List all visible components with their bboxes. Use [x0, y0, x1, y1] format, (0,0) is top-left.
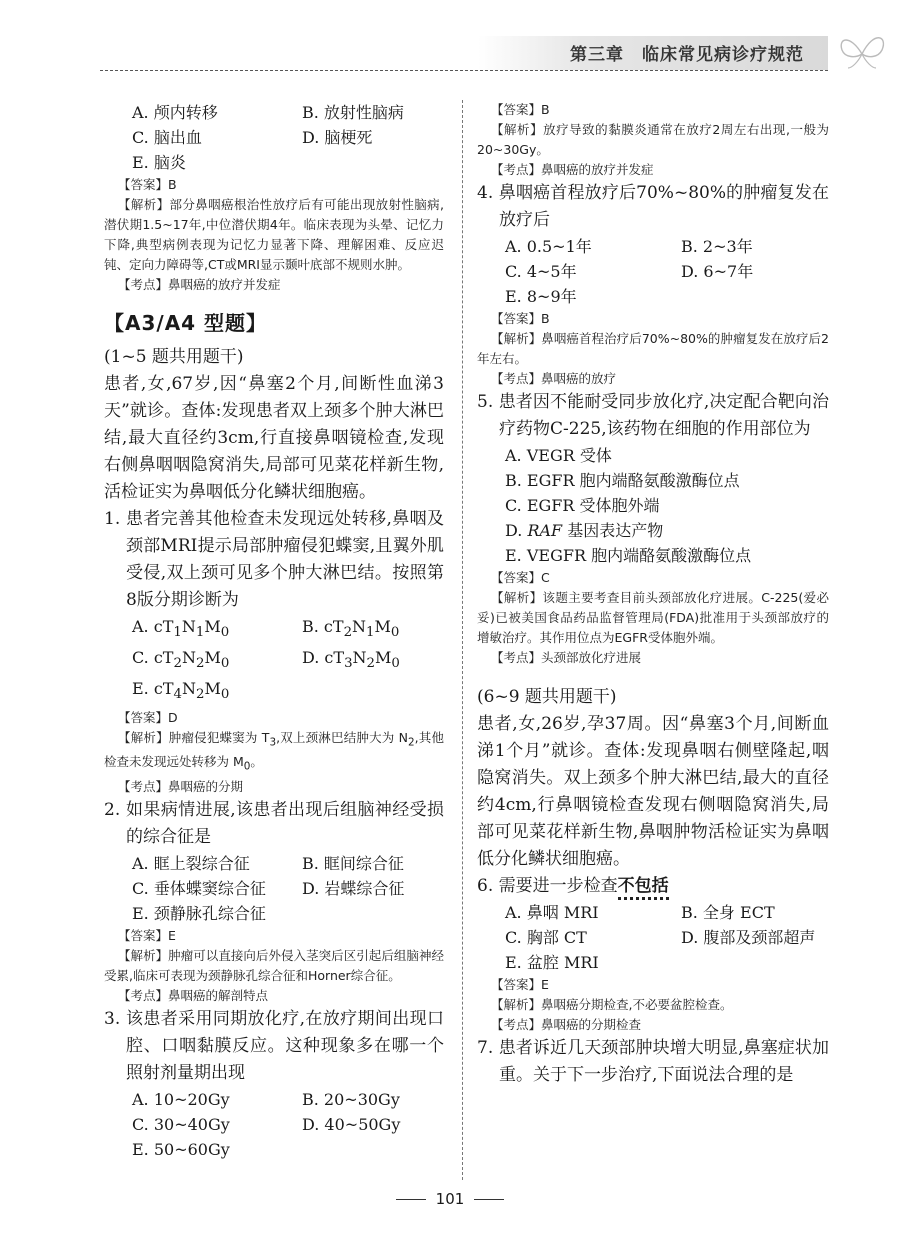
option-a: A. 颅内转移 — [132, 103, 218, 122]
q1-key-point: 【考点】鼻咽癌的分期 — [118, 778, 244, 794]
q0-options — [104, 100, 444, 175]
section-title: 【A3/A4 型题】 — [104, 311, 268, 335]
chapter-title: 第三章 临床常见病诊疗规范 — [570, 45, 804, 65]
option-c: C. 4~5年 — [505, 262, 577, 281]
q4-key-point: 【考点】鼻咽癌的放疗 — [491, 371, 617, 386]
q4-text: 4. 鼻咽癌首程放疗后70%~80%的肿瘤复发在放疗后 — [477, 183, 829, 230]
q5-options — [477, 443, 829, 568]
q6-key-point: 【考点】鼻咽癌的分期检查 — [491, 1017, 642, 1032]
spacer — [477, 668, 829, 684]
option-b: B. 放射性脑病 — [302, 103, 404, 122]
q6-analysis: 【解析】鼻咽癌分期检查,不必要盆腔检查。 — [491, 997, 733, 1012]
option-a: A. VEGR 受体 — [505, 446, 612, 465]
q6-options — [477, 900, 829, 975]
q1-answer: 【答案】D — [118, 709, 178, 725]
q6-answer: 【答案】E — [491, 977, 549, 992]
option-c: C. 30~40Gy — [132, 1114, 230, 1134]
option-c: C. 脑出血 — [132, 128, 202, 147]
option-d: D. $cT_3N_2M_0$ — [302, 648, 400, 672]
header-divider — [100, 70, 828, 71]
right-column — [477, 100, 829, 1089]
option-c: C. 胸部 CT — [505, 928, 587, 947]
q1-analysis: 【解析】肿瘤侵犯蝶窦为 $T_3$,双上颈淋巴结肿大为 $N_2$,其他检查未发现远处转移为 $M_0$。 — [104, 729, 444, 773]
q0-analysis: 【解析】部分鼻咽癌根治性放疗后有可能出现放射性脑病,潜伏期1.5~17年,中位潜伏期4年。临床表现为头晕、记忆力下降,典型病例表现为记忆力显著下降、理解困难、反应迟钝、定向力障碍等,CT或MRI显示颞叶底部不规则水肿。 — [104, 197, 444, 272]
q1-options — [104, 614, 444, 708]
option-e: E. 颈静脉孔综合征 — [132, 903, 266, 923]
q2-text: 2. 如果病情进展,该患者出现后组脑神经受损的综合征是 — [104, 799, 444, 847]
q1-text: 1. 患者完善其他检查未发现远处转移,鼻咽及颈部MRI提示局部肿瘤侵犯蝶窦,且翼外肌受侵,双上颈可见多个肿大淋巴结。按照第8版分期诊断为 — [104, 509, 444, 610]
q7-text: 7. 患者诉近几天颈部肿块增大明显,鼻塞症状加重。关于下一步治疗,下面说法合理的是 — [477, 1038, 829, 1085]
option-a: A. $cT_1N_1M_0$ — [132, 617, 230, 641]
column-divider — [462, 100, 463, 1180]
q4-answer: 【答案】B — [491, 311, 550, 326]
option-a: A. 0.5~1年 — [505, 237, 592, 256]
option-d: D. RAF 基因表达产物 — [505, 521, 664, 540]
page-footer — [0, 1190, 900, 1208]
q5-key-point: 【考点】头颈部放化疗进展 — [491, 650, 642, 665]
option-b: B. 全身 ECT — [681, 903, 775, 922]
page-number: 101 — [435, 1190, 465, 1208]
option-d: D. 岩蝶综合征 — [302, 878, 405, 898]
option-a: A. 10~20Gy — [132, 1089, 230, 1109]
emphasis-not-include: 不包括 — [618, 876, 669, 900]
option-e: E. 8~9年 — [505, 287, 577, 306]
left-column — [104, 100, 444, 1162]
option-b: B. 2~3年 — [681, 237, 753, 256]
q5-answer: 【答案】C — [491, 570, 550, 585]
option-d: D. 6~7年 — [681, 262, 754, 281]
q4-options — [477, 234, 829, 309]
option-d: D. 腹部及颈部超声 — [681, 928, 816, 947]
footer-dash-right — [474, 1199, 504, 1200]
q2-analysis: 【解析】肿瘤可以直接向后外侵入茎突后区引起后组脑神经受累,临床可表现为颈静脉孔综合征和Horner综合征。 — [104, 947, 444, 983]
q3-options — [104, 1087, 444, 1162]
q3-text: 3. 该患者采用同期放化疗,在放疗期间出现口腔、口咽黏膜反应。这种现象多在哪一个照射剂量期出现 — [104, 1008, 444, 1083]
option-b: B. 眶间综合征 — [302, 853, 404, 873]
q6-text: 6. 需要进一步检查不包括 — [477, 873, 829, 900]
q2-key-point: 【考点】鼻咽癌的解剖特点 — [118, 987, 269, 1003]
group1-stem: 患者,女,67岁,因“鼻塞2个月,间断性血涕3天”就诊。查体:发现患者双上颈多个肿大淋巴结,最大直径约3cm,行直接鼻咽镜检查,发现右侧鼻咽咽隐窝消失,局部可见菜花样新生物,活检证实为鼻咽低分化鳞状细胞癌。 — [104, 374, 444, 502]
group2-heading: (6~9 题共用题干) — [477, 687, 617, 707]
q3-analysis: 【解析】放疗导致的黏膜炎通常在放疗2周左右出现,一般为20~30Gy。 — [477, 122, 829, 157]
option-c: C. 垂体蝶窦综合征 — [132, 878, 266, 898]
option-b: B. EGFR 胞内端酪氨酸激酶位点 — [505, 471, 740, 490]
option-e: E. VEGFR 胞内端酪氨酸激酶位点 — [505, 546, 752, 565]
q5-text: 5. 患者因不能耐受同步放化疗,决定配合靶向治疗药物C-225,该药物在细胞的作用部位为 — [477, 392, 829, 439]
footer-dash-left — [396, 1199, 426, 1200]
option-a: A. 鼻咽 MRI — [505, 903, 599, 922]
option-e: E. $cT_4N_2M_0$ — [132, 679, 230, 703]
q2-options — [104, 851, 444, 926]
q0-key-point: 【考点】鼻咽癌的放疗并发症 — [118, 277, 281, 292]
option-e: E. 50~60Gy — [132, 1139, 230, 1159]
q5-analysis: 【解析】该题主要考查目前头颈部放化疗进展。C-225(爱必妥)已被美国食品药品监督管理局(FDA)批准用于头颈部放疗的增敏治疗。其作用位点为EGFR受体胞外端。 — [477, 590, 829, 645]
option-c: C. $cT_2N_2M_0$ — [132, 648, 230, 672]
group1-heading: (1~5 题共用题干) — [104, 347, 244, 367]
option-c: C. EGFR 受体胞外端 — [505, 496, 660, 515]
q0-answer: 【答案】B — [118, 177, 177, 192]
option-a: A. 眶上裂综合征 — [132, 853, 250, 873]
option-b: B. $cT_2N_1M_0$ — [302, 617, 400, 641]
q3-key-point: 【考点】鼻咽癌的放疗并发症 — [491, 162, 654, 177]
option-b: B. 20~30Gy — [302, 1089, 400, 1109]
group2-stem: 患者,女,26岁,孕37周。因“鼻塞3个月,间断血涕1个月”就诊。查体:发现鼻咽右侧壁隆起,咽隐窝消失。双上颈多个肿大淋巴结,最大的直径约4cm,行鼻咽镜检查发现右侧咽隐窝消失,局部可见菜花样新生物,鼻咽肿物活检证实为鼻咽低分化鳞状细胞癌。 — [477, 714, 829, 869]
butterfly-ornament-icon — [836, 24, 888, 72]
q3-answer: 【答案】B — [491, 102, 550, 117]
q4-analysis: 【解析】鼻咽癌首程治疗后70%~80%的肿瘤复发在放疗后2年左右。 — [477, 331, 829, 366]
option-e: E. 盆腔 MRI — [505, 953, 599, 972]
page-header — [0, 0, 900, 80]
option-d: D. 脑梗死 — [302, 128, 373, 147]
option-d: D. 40~50Gy — [302, 1114, 401, 1134]
option-e: E. 脑炎 — [132, 153, 186, 172]
q2-answer: 【答案】E — [118, 927, 176, 943]
